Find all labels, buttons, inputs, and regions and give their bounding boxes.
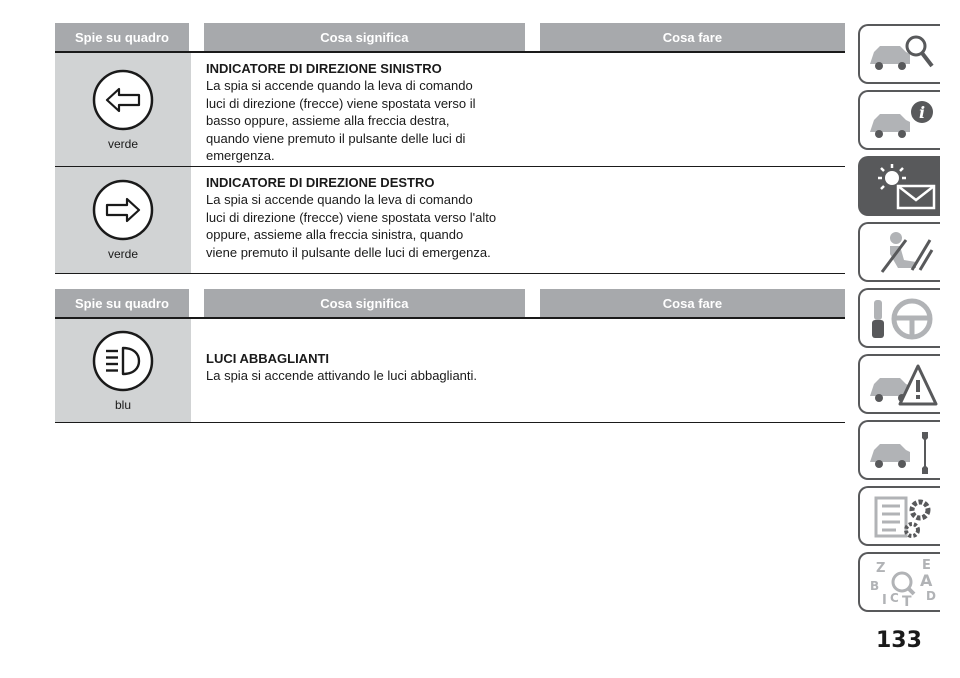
tab-warning-lights[interactable]	[858, 156, 940, 216]
description-line: La spia si accende quando la leva di comando	[206, 78, 473, 94]
description-title: LUCI ABBAGLIANTI	[206, 351, 330, 366]
description-title: INDICATORE DI DIREZIONE DESTRO	[206, 175, 435, 190]
airbag-seat-icon	[866, 228, 938, 278]
tab-maintenance[interactable]	[858, 420, 940, 480]
spec-list-gear-icon	[866, 492, 938, 542]
description-line: La spia si accende attivando le luci abbaglianti.	[206, 368, 478, 384]
description-line: luci di direzione (frecce) viene spostata verso l'alto	[206, 209, 497, 225]
index-letter: I	[882, 593, 887, 608]
car-wrench-icon	[866, 426, 938, 476]
table-row	[55, 53, 845, 167]
description-cell	[206, 167, 532, 273]
header-significa: Cosa significa	[204, 23, 525, 51]
lamp-cell	[55, 167, 191, 273]
index-letter: E	[922, 558, 931, 573]
index-letter: D	[926, 589, 936, 603]
high-beam-icon	[92, 330, 154, 392]
page-number: 133	[876, 628, 922, 653]
tab-car-search[interactable]	[858, 24, 940, 84]
tab-technical-data[interactable]	[858, 486, 940, 546]
lamp-cell	[55, 53, 191, 166]
lamp-color-label: verde	[107, 136, 139, 151]
description-line: quando viene premuto il pulsante delle luci di	[206, 130, 466, 146]
car-search-icon	[866, 30, 938, 80]
table-header-row	[55, 23, 845, 51]
header-spie: Spie su quadro	[55, 289, 189, 317]
table-row	[55, 167, 845, 274]
car-crash-warning-icon	[866, 360, 938, 410]
lamp-color-label: blu	[114, 397, 131, 412]
warning-lights-table-1	[55, 23, 845, 274]
description-line: emergenza.	[206, 148, 275, 164]
table-header-row	[55, 289, 845, 317]
tab-car-info[interactable]	[858, 90, 940, 150]
arrow-right-icon	[92, 179, 154, 241]
key-steering-wheel-icon	[866, 294, 938, 344]
tab-starting-driving[interactable]	[858, 288, 940, 348]
svg-text:i: i	[918, 103, 926, 122]
tab-safety[interactable]	[858, 222, 940, 282]
index-letter: A	[920, 571, 933, 590]
tab-index[interactable]	[858, 552, 940, 612]
alphabetical-index-icon	[866, 558, 938, 608]
warning-light-envelope-icon	[866, 162, 938, 212]
index-letter: B	[870, 579, 880, 593]
index-letter: C	[890, 591, 899, 605]
header-significa: Cosa significa	[204, 289, 525, 317]
arrow-left-icon	[92, 69, 154, 131]
description-line: oppure, assieme alla freccia sinistra, quando	[206, 227, 464, 243]
tab-emergency[interactable]	[858, 354, 940, 414]
description-line: luci di direzione (frecce) viene spostata verso il	[206, 95, 476, 111]
table-row	[55, 319, 845, 423]
index-letter: Z	[876, 561, 886, 576]
description-line: viene premuto il pulsante delle luci di emergenza.	[206, 244, 491, 260]
description-line: La spia si accende quando la leva di comando	[206, 192, 473, 208]
car-info-icon	[866, 96, 938, 146]
description-title: INDICATORE DI DIREZIONE SINISTRO	[206, 61, 442, 76]
header-spie: Spie su quadro	[55, 23, 189, 51]
section-tabs	[858, 24, 940, 618]
lamp-color-label: verde	[107, 247, 139, 261]
warning-lights-table-2	[55, 289, 845, 423]
description-cell	[206, 53, 532, 166]
index-letter: T	[902, 594, 912, 608]
lamp-cell	[55, 319, 191, 422]
header-fare: Cosa fare	[540, 23, 845, 51]
description-cell	[206, 319, 532, 422]
description-line: basso oppure, assieme alla freccia destra,	[206, 113, 450, 129]
header-fare: Cosa fare	[540, 289, 845, 317]
